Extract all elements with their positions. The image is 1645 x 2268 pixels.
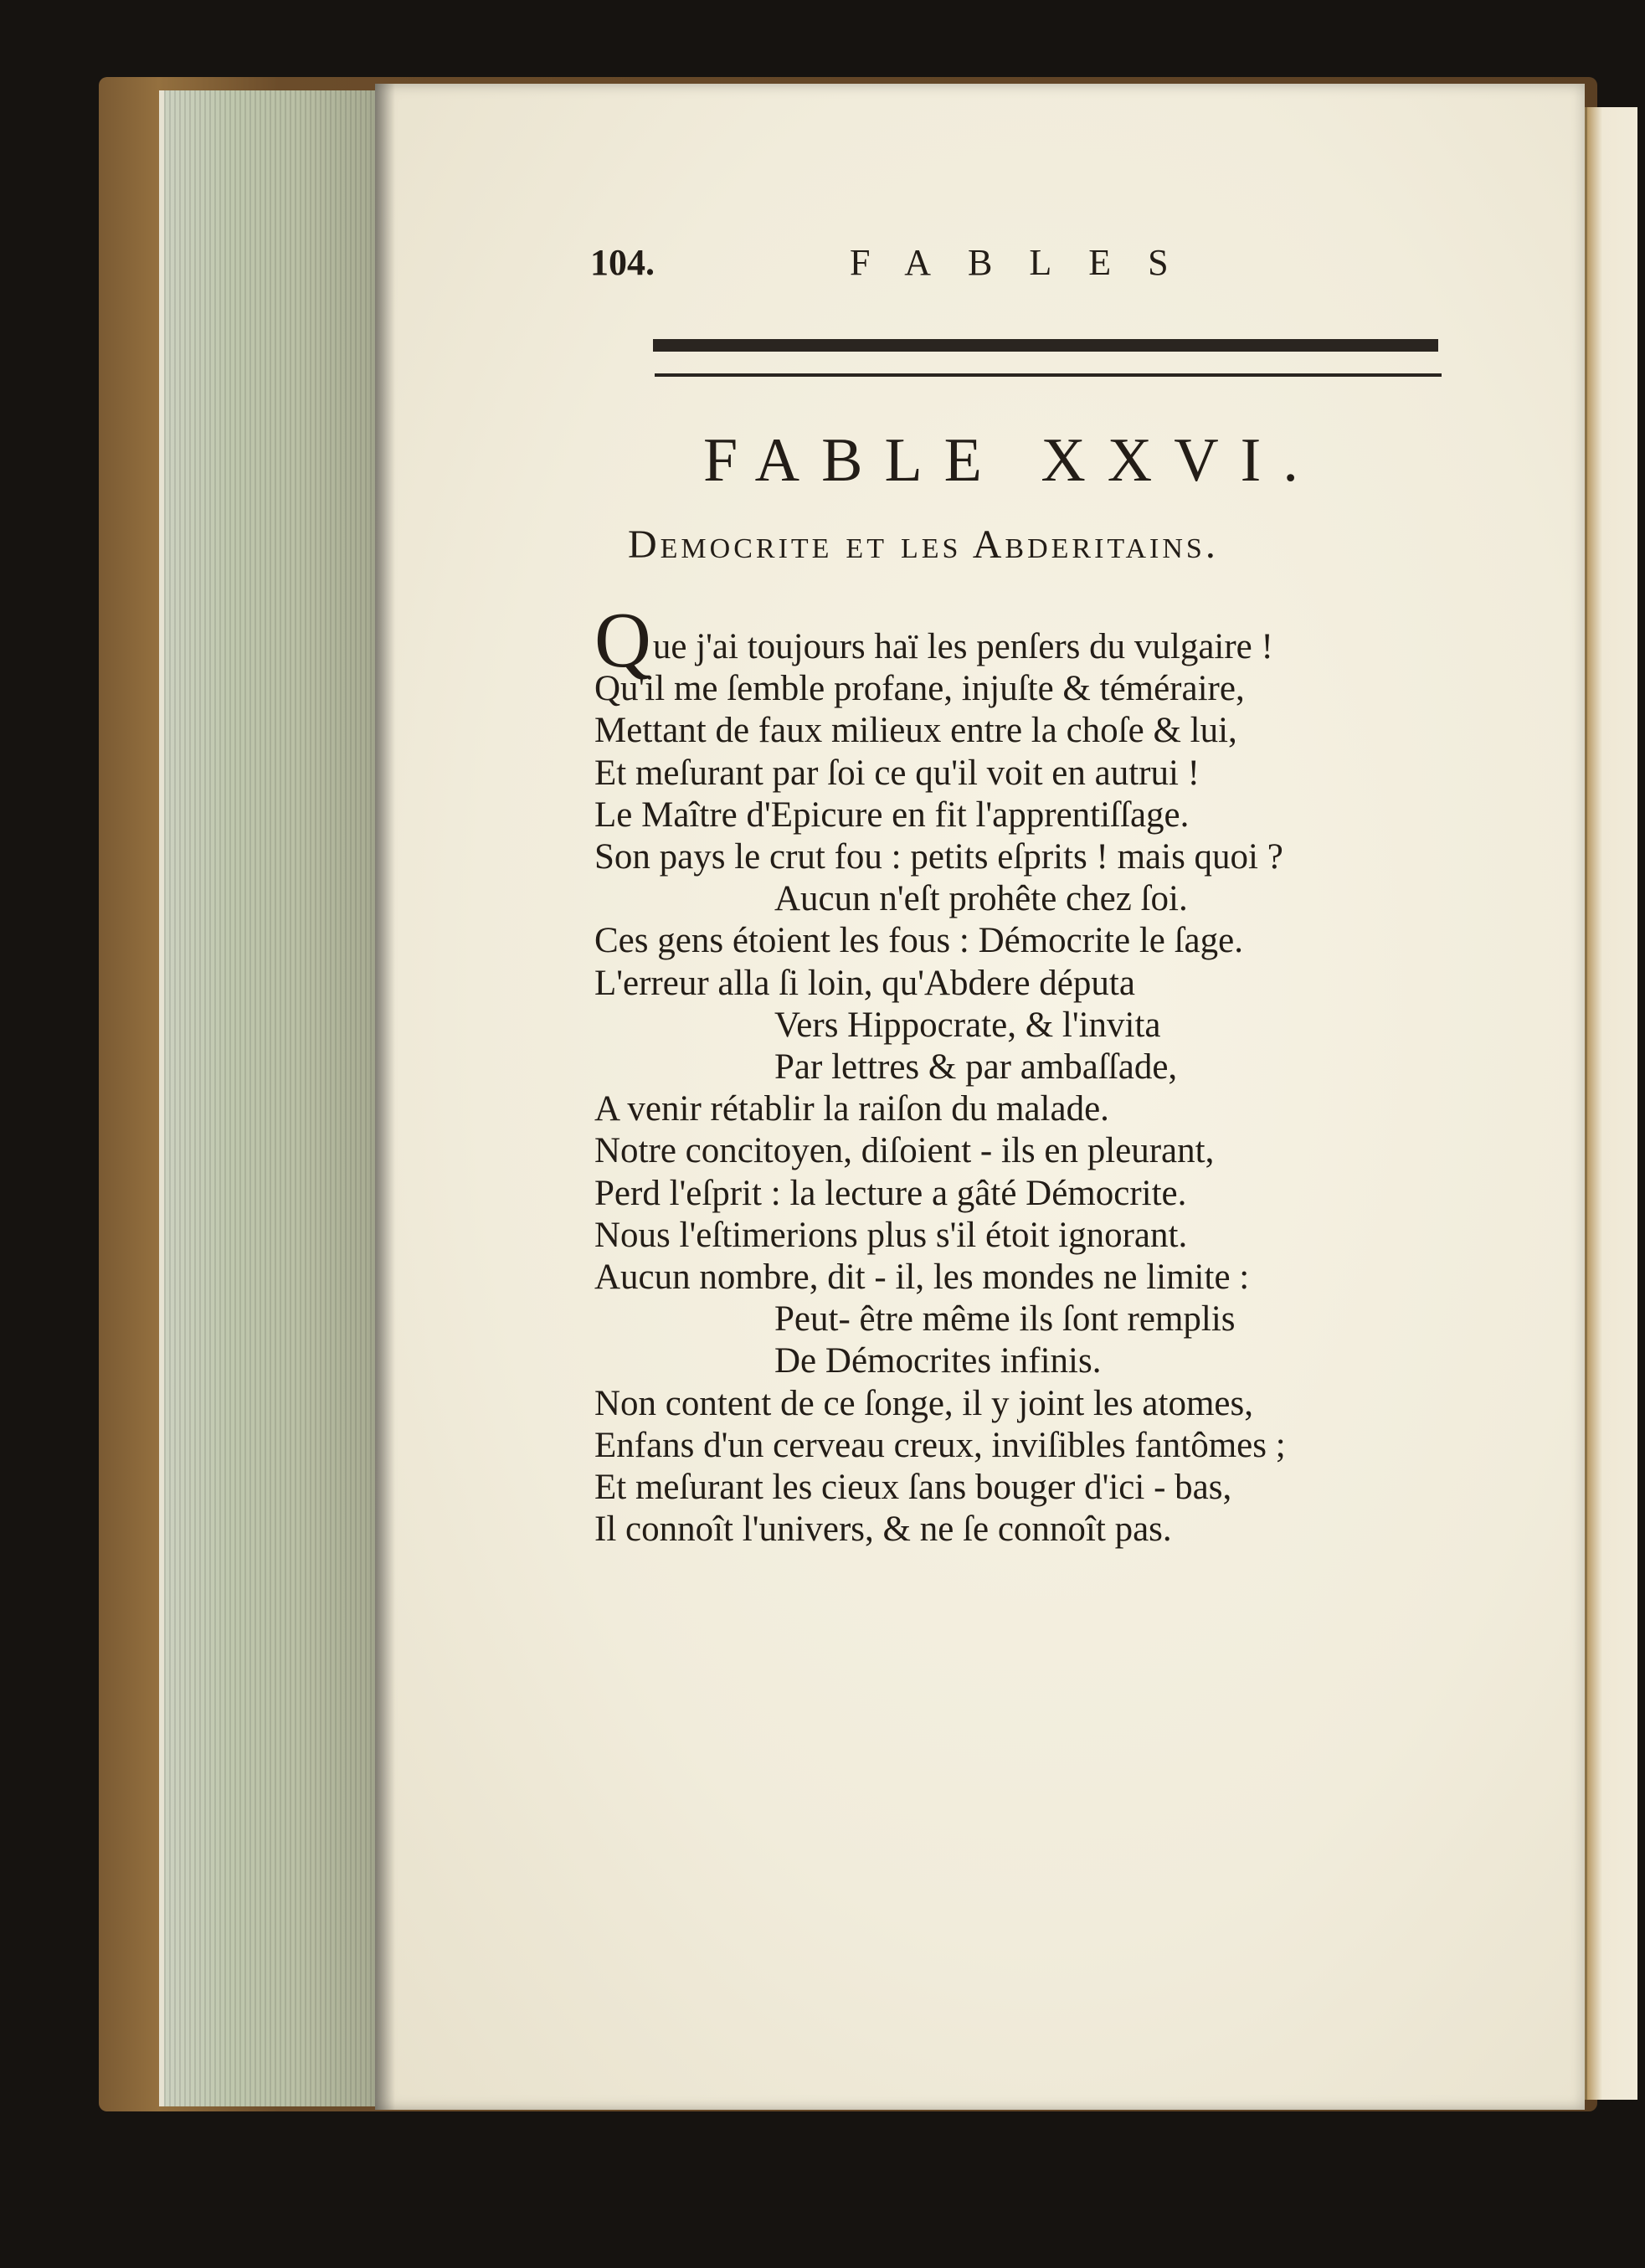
poem-text (594, 597, 1448, 1551)
poem-line: Notre concitoyen, diſoient - ils en pleurant, (594, 1131, 1215, 1171)
poem-line: Perd l'eſprit : la lecture a gâté Démocrite. (594, 1173, 1187, 1213)
poem-line: Et meſurant par ſoi ce qu'il voit en autrui ! (594, 753, 1200, 793)
poem-line: Mettant de faux milieux entre la choſe & lui, (594, 711, 1237, 751)
poem-first-line (594, 597, 1448, 684)
running-head (590, 233, 1511, 291)
poem-line: Non content de ce ſonge, il y joint les atomes, (594, 1383, 1253, 1423)
poem-line: A venir rétablir la raiſon du malade. (594, 1089, 1109, 1129)
poem-line: Le Maître d'Epicure en fit l'apprentiſſage. (594, 795, 1190, 835)
poem-line: Il connoît l'univers, & ne ſe connoît pas. (594, 1509, 1172, 1550)
header-rule-thick (653, 339, 1438, 352)
poem-line: Vers Hippocrate, & l'invita (774, 1005, 1161, 1045)
poem-line: Qu'il me ſemble profane, injuſte & téméraire, (594, 669, 1245, 709)
poem-line: L'erreur alla ſi loin, qu'Abdere députa (594, 963, 1135, 1003)
poem-line: Aucun nombre, dit - il, les mondes ne limite : (594, 1257, 1250, 1298)
drop-cap: Q (594, 597, 651, 684)
poem-line: Enfans d'un cerveau creux, inviſibles fantômes ; (594, 1425, 1286, 1465)
poem-line: Et meſurant les cieux ſans bouger d'ici - bas, (594, 1468, 1232, 1508)
poem-line: Ces gens étoient les fous : Démocrite le ſage. (594, 921, 1243, 961)
poem-line: Par lettres & par ambaſſade, (774, 1047, 1178, 1088)
page-number: 104. (590, 242, 655, 283)
poem-line: Aucun n'eſt prohête chez ſoi. (774, 879, 1188, 919)
poem-line: Son pays le crut fou : petits eſprits ! mais quoi ? (594, 837, 1283, 877)
fable-subtitle: Democrite et les Abderitains. (628, 522, 1219, 567)
fable-title: FABLE XXVI. (703, 426, 1320, 495)
poem-line: Nous l'eſtimerions plus s'il étoit ignorant. (594, 1215, 1188, 1255)
poem-line: De Démocrites infinis. (774, 1341, 1102, 1381)
poem-line: Peut- être même ils ſont remplis (774, 1299, 1236, 1340)
header-rule-thin (655, 373, 1442, 377)
running-title: FABLES (850, 242, 1205, 283)
poem-first-line-rest: ue j'ai toujours haï les penſers du vulgaire ! (652, 627, 1273, 666)
